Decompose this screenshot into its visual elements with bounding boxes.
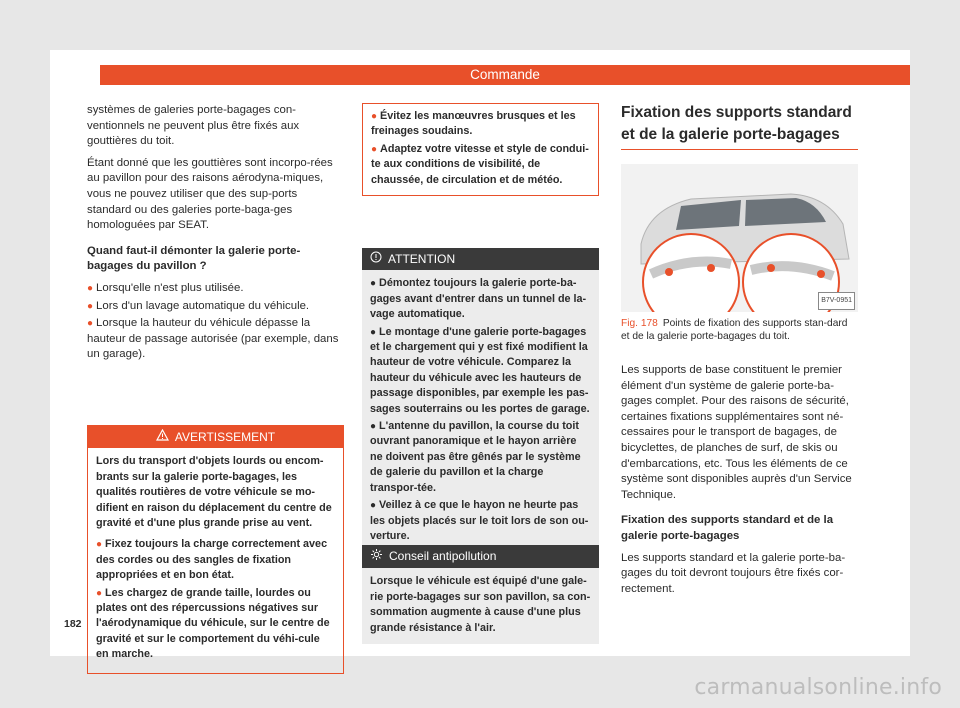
car-illustration (621, 164, 858, 312)
car-roof-figure (621, 164, 858, 312)
attention-body (362, 270, 599, 554)
warning-triangle-icon (156, 429, 169, 445)
list-item: ● Fixez toujours la charge correctement avec des cordes ou des sangles de fixation appropriées et en bon état. (96, 538, 328, 582)
leaf-icon (370, 548, 383, 565)
eco-tip-box (362, 545, 599, 644)
list-item: ● Veillez à ce que le hayon ne heurte pas les objets placés sur le toit lors de son ou-verture. (370, 499, 589, 542)
caption-text: Points de fixation des supports stan-dard et de la galerie porte-bagages du toit. (621, 318, 848, 342)
paragraph: systèmes de galeries porte-bagages con-ventionnels ne peuvent plus être fixés aux gouttières du toit. (87, 104, 300, 148)
column-right (621, 102, 858, 603)
list-item: ● Évitez les manœuvres brusques et les freinages soudains. (371, 110, 576, 138)
bullet-icon: ● (96, 539, 103, 551)
bullet-icon: ● (87, 318, 94, 330)
list-item: ● L'antenne du pavillon, la course du toit ouvrant panoramique et le hayon arrière ne doivent pas être gênés par le système de galerie du pavillon et la charge transpor-tée. (370, 420, 581, 494)
list-item: ● Le montage d'une galerie porte-bagages et le chargement qui y est fixé modifient la hauteur de votre véhicule. Comparez la hauteur du véhicule avec les hauteurs de passage disponibles, par exemple les pas-sages souterrains ou les portes de garage. (370, 325, 590, 415)
subheading: Quand faut-il démonter la galerie porte-bagages du pavillon ? (87, 244, 301, 273)
figure-code: B7V-0951 (818, 292, 855, 310)
subheading: Fixation des supports standard et de la galerie porte-bagages (621, 514, 834, 542)
warning-box (87, 425, 344, 674)
section-title: Fixation des supports standard et de la galerie porte-bagages (621, 102, 858, 150)
eco-tip-body (362, 568, 599, 644)
list-item: ● Lors d'un lavage automatique du véhicule. (87, 299, 310, 312)
figure-number: Fig. 178 (621, 318, 658, 329)
attention-title: ATTENTION (388, 251, 456, 266)
list-item: ● Les chargez de grande taille, lourdes ou plates ont des répercussions négatives sur l'aérodynamique du véhicule, sur le centre de gravité et sur le comportement du véhi-cule en marche. (96, 586, 330, 661)
bullet-icon: ● (371, 143, 378, 155)
column-left (87, 103, 344, 661)
warning-continued-box (362, 103, 599, 196)
bullet-icon: ● (87, 300, 94, 312)
warning-intro: Lors du transport d'objets lourds ou encom-brants sur la galerie porte-bagages, les qualités routières de votre véhicule se mo-difient en raison du déplacement du centre de gravité et d'une plus grande prise au vent. (96, 455, 332, 530)
info-circle-icon (370, 251, 382, 267)
warning-body (88, 448, 343, 672)
attention-box (362, 248, 599, 554)
eco-tip-header (362, 545, 599, 568)
page-header: Commande (100, 65, 910, 85)
eco-tip-text: Lorsque le véhicule est équipé d'une gale-rie porte-bagages sur son pavillon, sa con-sommation augmente à cause d'une plus grande résistance à l'air. (370, 575, 591, 634)
paragraph: Les supports de base constituent le premier élément d'un système de galerie porte-ba-gages complet. Pour des raisons de sécurité, certaines fixations supplémentaires sont né-cessaires pour le transport de bagages, de bicyclettes, de planches de surf, de skis ou d'embarcations, etc. Tous les éléments de ce système sont disponibles auprès d'un Service Technique. (621, 364, 852, 501)
warning-title: AVERTISSEMENT (174, 429, 276, 444)
list-item: ● Lorsqu'elle n'est plus utilisée. (87, 281, 244, 294)
warning-header (88, 426, 343, 448)
list-item: ● Adaptez votre vitesse et style de condui-te aux conditions de visibilité, de chaussée, de circulation et de météo. (371, 142, 589, 186)
list-item: ● Lorsque la hauteur du véhicule dépasse la hauteur de passage autorisée (par exemple, dans un garage). (87, 317, 339, 361)
eco-tip-title: Conseil antipollution (389, 549, 497, 563)
bullet-icon: ● (370, 421, 377, 433)
page-number: 182 (64, 618, 82, 630)
warning-continued-body (363, 104, 598, 195)
bullet-icon: ● (370, 500, 377, 512)
watermark: carmanualsonline.info (694, 675, 942, 700)
paragraph: Étant donné que les gouttières sont incorpo-rées au pavillon pour des raisons aérodyna-miques, vous ne pouvez utiliser que des sup-ports standard ou des galeries porte-baga-ges homologuées par SEAT. (87, 156, 333, 232)
bullet-icon: ● (96, 587, 103, 599)
list-item: ● Démontez toujours la galerie porte-ba-gages avant d'entrer dans un tunnel de la-vage automatique. (370, 277, 587, 321)
paragraph: Les supports standard et la galerie porte-ba-gages du toit devront toujours être fixés cor-rectement. (621, 551, 846, 595)
manual-page (50, 50, 910, 661)
bullet-icon: ● (87, 282, 94, 294)
attention-header (362, 248, 599, 270)
bullet-icon: ● (370, 326, 377, 338)
bullet-icon: ● (370, 278, 377, 290)
bullet-icon: ● (371, 111, 378, 122)
figure-caption (621, 317, 858, 343)
